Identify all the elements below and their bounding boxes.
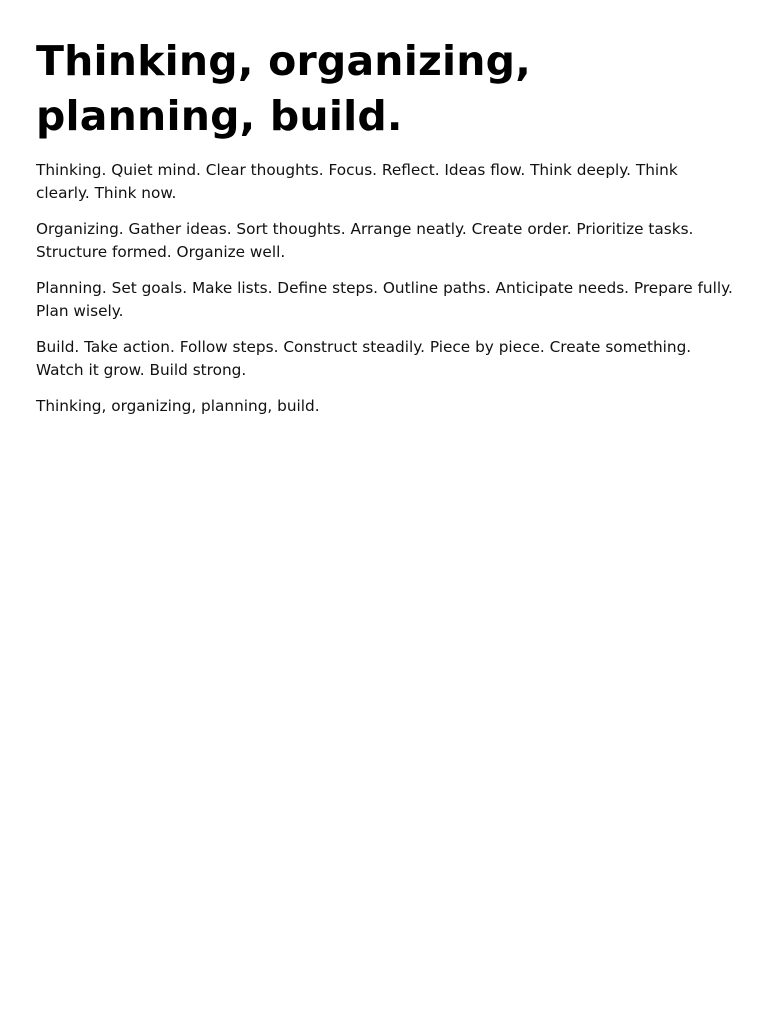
- page-title: Thinking, organizing, planning, build.: [36, 37, 531, 140]
- paragraph-thinking: Thinking. Quiet mind. Clear thoughts. Focus. Reflect. Ideas flow. Think deeply. Think clearly. Think now.: [36, 161, 678, 202]
- document-page: [36, 34, 736, 418]
- paragraph-organizing: Organizing. Gather ideas. Sort thoughts. Arrange neatly. Create order. Prioritize tasks. Structure formed. Organize well.: [36, 220, 694, 261]
- paragraph-summary: Thinking, organizing, planning, build.: [36, 397, 320, 415]
- paragraph-build: Build. Take action. Follow steps. Construct steadily. Piece by piece. Create something. Watch it grow. Build strong.: [36, 338, 692, 379]
- paragraph-planning: Planning. Set goals. Make lists. Define steps. Outline paths. Anticipate needs. Prepare fully. Plan wisely.: [36, 279, 733, 320]
